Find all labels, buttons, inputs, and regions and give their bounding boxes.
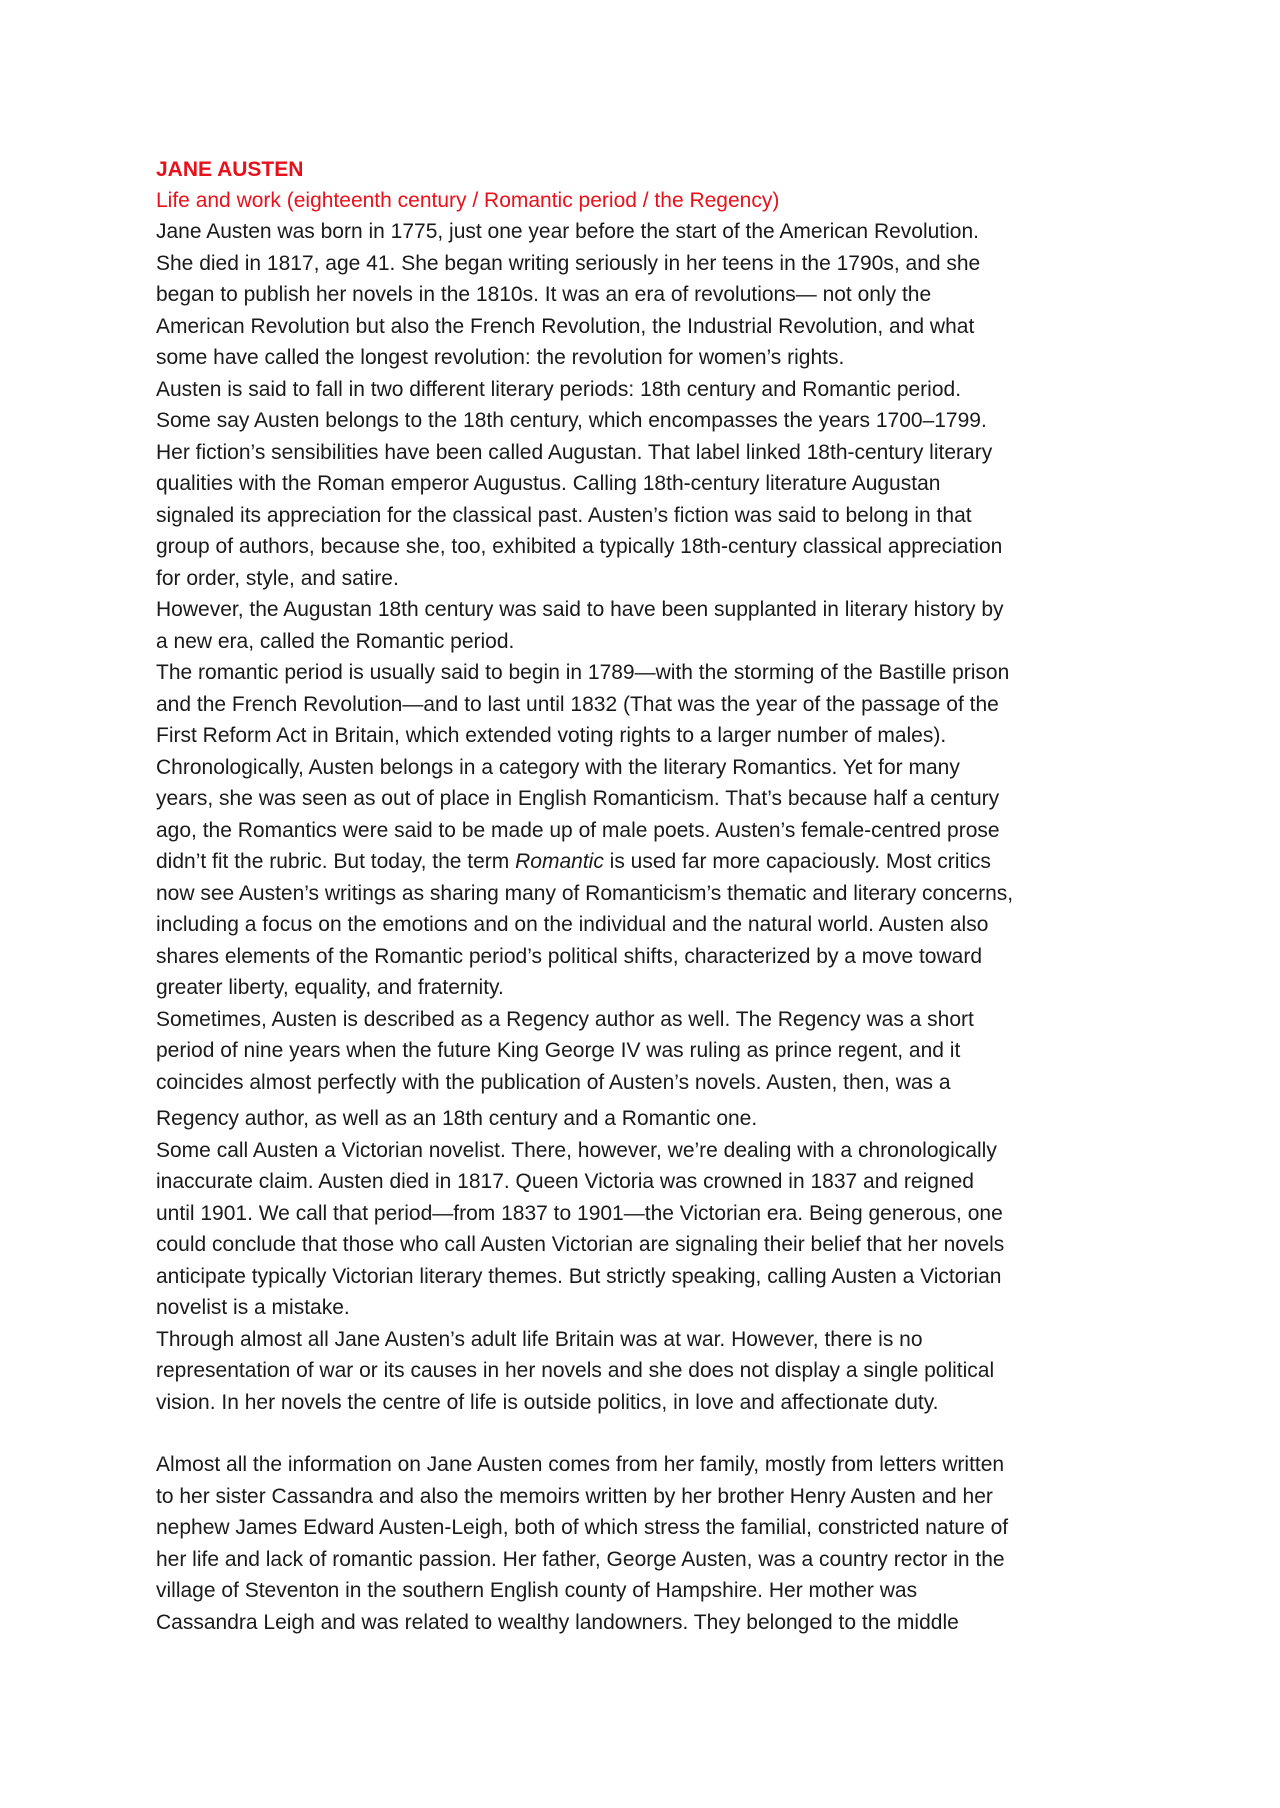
text-line: village of Steventon in the southern English county of Hampshire. Her mother was: [156, 1579, 918, 1602]
text-line: American Revolution but also the French Revolution, the Industrial Revolution, and what: [156, 314, 975, 338]
text-line: Some say Austen belongs to the 18th century, which encompasses the years 1700–1799.: [156, 409, 987, 432]
text-line: greater liberty, equality, and fraternity.: [156, 976, 504, 999]
text-line: Sometimes, Austen is described as a Regency author as well. The Regency was a short: [156, 1007, 974, 1031]
text-line: vision. In her novels the centre of life is outside politics, in love and affectionate duty.: [156, 1390, 939, 1414]
paragraph-family-sources: [156, 1449, 1156, 1638]
document-subtitle: Life and work (eighteenth century / Romantic period / the Regency): [156, 189, 780, 212]
text-line: to her sister Cassandra and also the memoirs written by her brother Henry Austen and her: [156, 1484, 993, 1508]
text-line: a new era, called the Romantic period.: [156, 629, 515, 653]
text-line: could conclude that those who call Austen Victorian are signaling their belief that her novels: [156, 1233, 1005, 1256]
text-line: novelist is a mistake.: [156, 1296, 350, 1319]
document-page: [156, 154, 1156, 1638]
paragraph-regency: [156, 1004, 1156, 1135]
text-line: group of authors, because she, too, exhibited a typically 18th-century classical appreciation: [156, 535, 1003, 558]
text-line: for order, style, and satire.: [156, 566, 399, 590]
text-line: nephew James Edward Austen-Leigh, both of which stress the familial, constricted nature of: [156, 1516, 1009, 1539]
text-line: inaccurate claim. Austen died in 1817. Queen Victoria was crowned in 1837 and reigned: [156, 1170, 974, 1193]
text-line: years, she was seen as out of place in English Romanticism. That’s because half a century: [156, 787, 1000, 810]
text-line: signaled its appreciation for the classical past. Austen’s fiction was said to belong in that: [156, 503, 972, 527]
document-title: JANE AUSTEN: [156, 158, 304, 181]
text-line: some have called the longest revolution: the revolution for women’s rights.: [156, 346, 845, 369]
italic-term: Romantic: [515, 850, 604, 873]
text-line: Cassandra Leigh and was related to wealthy landowners. They belonged to the middle: [156, 1610, 959, 1634]
text-line: First Reform Act in Britain, which extended voting rights to a larger number of males).: [156, 724, 947, 747]
paragraph-gap: [156, 1418, 1156, 1449]
paragraph-birth-and-era: [156, 216, 1156, 374]
text-line: including a focus on the emotions and on the individual and the natural world. Austen also: [156, 913, 989, 936]
text-line: period of nine years when the future King George IV was ruling as prince regent, and it: [156, 1039, 961, 1062]
text-line: her life and lack of romantic passion. Her father, George Austen, was a country rector in the: [156, 1547, 1005, 1571]
paragraph-victorian: [156, 1135, 1156, 1324]
text-line: However, the Augustan 18th century was said to have been supplanted in literary history by: [156, 598, 1004, 621]
paragraph-war: [156, 1324, 1156, 1419]
text-line: ago, the Romantics were said to be made up of male poets. Austen’s female-centred prose: [156, 818, 1000, 842]
text-line: The romantic period is usually said to begin in 1789—with the storming of the Bastille prison: [156, 661, 1010, 684]
text-line: Through almost all Jane Austen’s adult life Britain was at war. However, there is no: [156, 1327, 923, 1351]
text-line: Austen is said to fall in two different literary periods: 18th century and Romantic period.: [156, 377, 962, 401]
text-line: Jane Austen was born in 1775, just one year before the start of the American Revolution.: [156, 220, 979, 243]
text-line: shares elements of the Romantic period’s political shifts, characterized by a move toward: [156, 944, 983, 968]
text-line: qualities with the Roman emperor Augustus. Calling 18th-century literature Augustan: [156, 472, 941, 495]
text-line: began to publish her novels in the 1810s. It was an era of revolutions— not only the: [156, 283, 932, 306]
text-line: Some call Austen a Victorian novelist. There, however, we’re dealing with a chronologically: [156, 1138, 997, 1162]
text-line: anticipate typically Victorian literary themes. But strictly speaking, calling Austen a Victorian: [156, 1264, 1002, 1288]
text-line: coincides almost perfectly with the publication of Austen’s novels. Austen, then, was a: [156, 1070, 951, 1094]
paragraph-literary-periods: [156, 374, 1156, 595]
text-line: representation of war or its causes in her novels and she does not display a single political: [156, 1359, 995, 1382]
text-line: She died in 1817, age 41. She began writing seriously in her teens in the 1790s, and she: [156, 251, 981, 275]
text-line: Her fiction’s sensibilities have been called Augustan. That label linked 18th-century literary: [156, 440, 993, 464]
text-line: Chronologically, Austen belongs in a category with the literary Romantics. Yet for many: [156, 755, 960, 779]
text-line: Regency author, as well as an 18th century and a Romantic one.: [156, 1107, 758, 1130]
text-line: and the French Revolution—and to last until 1832 (That was the year of the passage of the: [156, 692, 999, 716]
paragraph-romantic-period: [156, 657, 1156, 1004]
paragraph-augustan-supplanted: [156, 594, 1156, 657]
text-line: now see Austen’s writings as sharing many of Romanticism’s thematic and literary concerns,: [156, 881, 1014, 905]
text-segment: is used far more capaciously. Most critics: [603, 850, 991, 873]
text-line: Almost all the information on Jane Austen comes from her family, mostly from letters written: [156, 1453, 1005, 1476]
text-segment: didn’t fit the rubric. But today, the term: [156, 850, 516, 873]
text-line-with-italic: [156, 846, 1156, 878]
text-line: until 1901. We call that period—from 1837 to 1901—the Victorian era. Being generous, one: [156, 1201, 1003, 1225]
